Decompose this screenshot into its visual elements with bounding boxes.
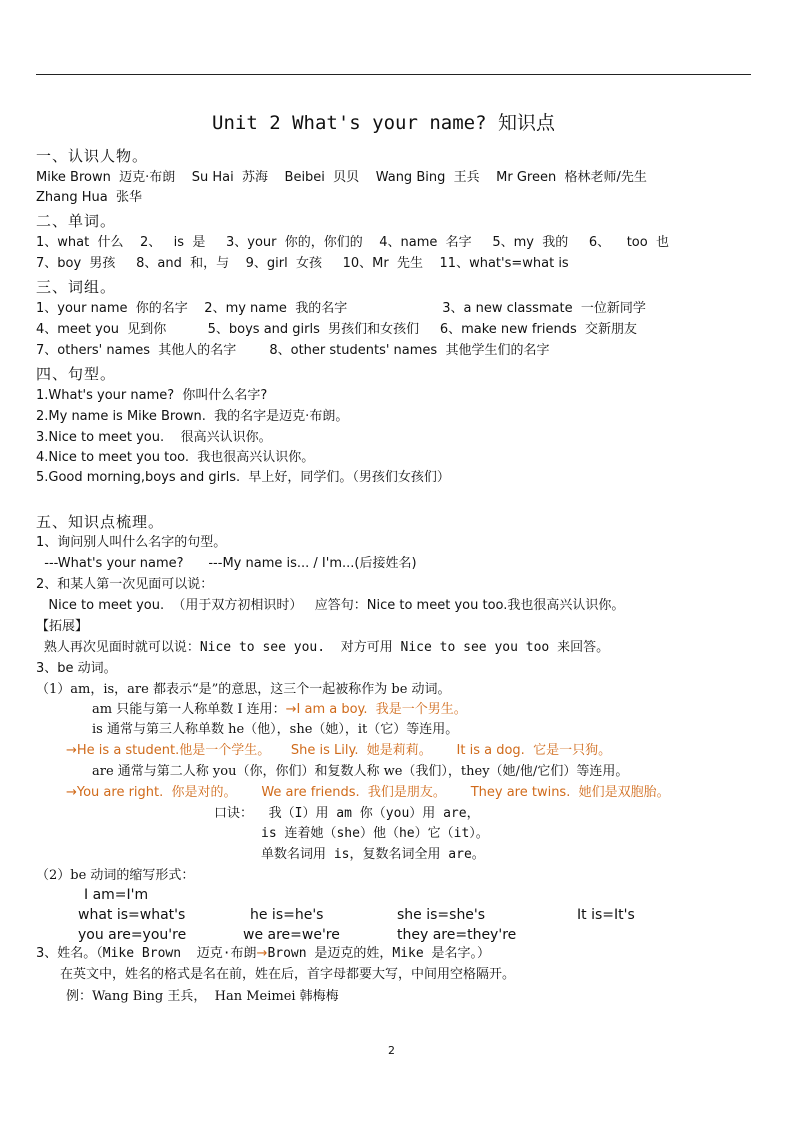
arrow-icon: →	[256, 946, 268, 961]
be-are-rule: are 通常与第二人称 you（你，你们）和复数人称 we（我们），they（她/他/它们）等连用。	[92, 764, 629, 779]
contraction-we-are: we are=we're	[243, 927, 340, 943]
contraction-she-is: she is=she's	[397, 907, 486, 923]
point-1-example: ---What's your name? ---My name is... / I'm...(后接姓名)	[36, 556, 417, 571]
contraction-you-are: you are=you're	[78, 927, 187, 943]
page-number: 2	[388, 1044, 395, 1057]
section-5-heading: 五、知识点梳理。	[36, 513, 165, 531]
point-2-example: Nice to meet you. （用于双方初相识时） 应答句：Nice to meet you too.我也很高兴认识你。	[36, 598, 625, 613]
contraction-it-is: It is=It's	[577, 907, 635, 923]
sentence-1: 1.What's your name? 你叫什么名字?	[36, 388, 268, 403]
be-are-examples: →You are right. 你是对的。 We are friends. 我们是朋友。 They are twins. 她们是双胞胎。	[66, 785, 670, 800]
sentence-4: 4.Nice to meet you too. 我也很高兴认识你。	[36, 450, 315, 465]
names-rule: 在英文中，姓名的格式是名在前，姓在后，首字母都要大写，中间用空格隔开。	[60, 967, 516, 982]
extension-text: 熟人再次见面时就可以说：Nice to see you. 对方可用 Nice to see you too 来回答。	[36, 640, 610, 655]
people-line-1: Mike Brown 迈克·布朗 Su Hai 苏海 Beibei 贝贝 Wang Bing 王兵 Mr Green 格林老师/先生	[36, 170, 647, 185]
contraction-he-is: he is=he's	[250, 907, 324, 923]
contraction-i-am: I am=I'm	[84, 887, 149, 903]
be-verb-intro: （1）am，is，are 都表示“是”的意思，这三个一起被称作为 be 动词。	[36, 682, 451, 697]
point-1: 1、询问别人叫什么名字的句型。	[36, 535, 227, 550]
point-2: 2、和某人第一次见面可以说：	[36, 577, 214, 592]
section-2-heading: 二、单词。	[36, 212, 117, 230]
rhyme-line-2: is 连着她（she）他（he）它（it）。	[261, 826, 489, 841]
sentence-2: 2.My name is Mike Brown. 我的名字是迈克·布朗。	[36, 409, 349, 424]
words-line-2: 7、boy 男孩 8、and 和，与 9、girl 女孩 10、Mr 先生 11、what's=what is	[36, 256, 569, 271]
contraction-what-is: what is=what's	[78, 907, 186, 923]
section-4-heading: 四、句型。	[36, 365, 117, 383]
names-example: 例：Wang Bing 王兵， Han Meimei 韩梅梅	[66, 989, 339, 1004]
rhyme-line-1: 口诀： 我（I）用 am 你（you）用 are，	[214, 806, 480, 821]
phrases-line-1: 1、your name 你的名字 2、my name 我的名字 3、a new classmate 一位新同学	[36, 301, 646, 316]
section-1-heading: 一、认识人物。	[36, 147, 149, 165]
sentence-3: 3.Nice to meet you. 很高兴认识你。	[36, 430, 272, 445]
contraction-they-are: they are=they're	[397, 927, 517, 943]
be-is-examples: →He is a student.他是一个学生。 She is Lily. 她是莉莉。 It is a dog. 它是一只狗。	[66, 743, 612, 758]
sentence-5: 5.Good morning,boys and girls. 早上好，同学们。（男孩们女孩们）	[36, 470, 450, 485]
phrases-line-3: 7、others' names 其他人的名字 8、other students' names 其他学生们的名字	[36, 343, 550, 358]
words-line-1: 1、what 什么 2、 is 是 3、your 你的，你们的 4、name 名字 5、my 我的 6、 too 也	[36, 235, 669, 250]
contraction-heading: （2）be 动词的缩写形式：	[36, 868, 195, 883]
point-names: 3、姓名。（Mike Brown 迈克·布朗→Brown 是迈克的姓，Mike 是名字。）	[36, 946, 491, 961]
point-3: 3、be 动词。	[36, 661, 117, 676]
rhyme-line-3: 单数名词用 is，复数名词全用 are。	[261, 847, 485, 862]
extension-heading: 【拓展】	[36, 619, 89, 634]
page-title: Unit 2 What's your name? 知识点	[212, 112, 555, 134]
be-is-rule: is 通常与第三人称单数 he（他），she（她），it（它）等连用。	[92, 722, 459, 737]
people-line-2: Zhang Hua 张华	[36, 190, 142, 205]
header-rule	[36, 74, 751, 75]
phrases-line-2: 4、meet you 见到你 5、boys and girls 男孩们和女孩们 6、make new friends 交新朋友	[36, 322, 637, 337]
be-am-rule: am 只能与第一人称单数 I 连用：→I am a boy. 我是一个男生。	[92, 702, 467, 717]
section-3-heading: 三、词组。	[36, 278, 117, 296]
be-am-example: →I am a boy. 我是一个男生。	[285, 702, 467, 717]
